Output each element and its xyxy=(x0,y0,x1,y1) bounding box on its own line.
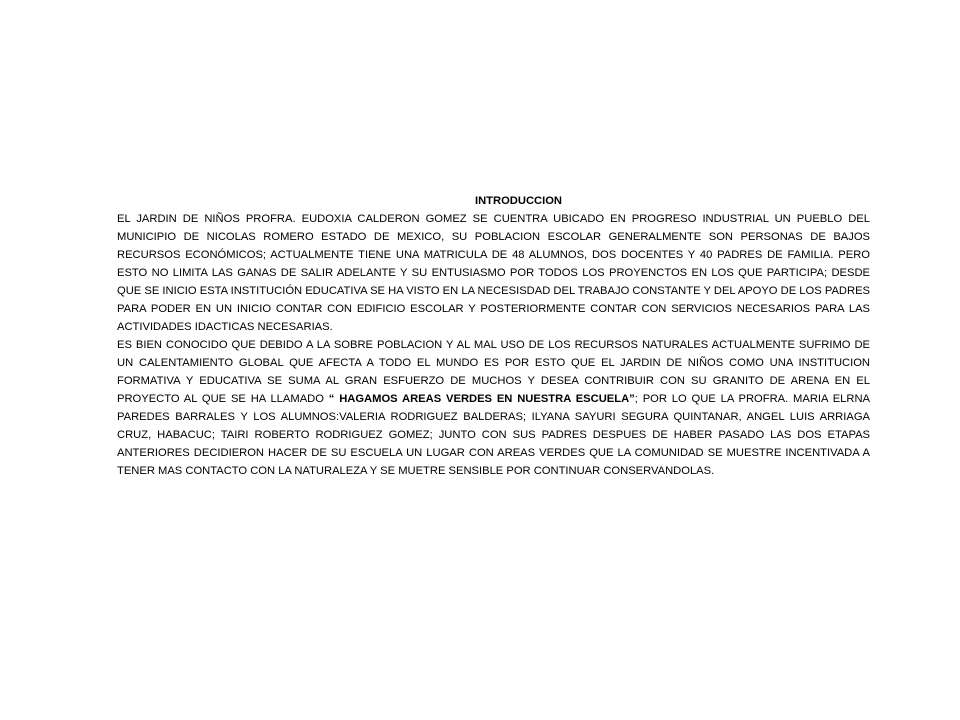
document-title: INTRODUCCION xyxy=(474,195,562,207)
paragraph-2-start: ES BIEN CONOCIDO QUE DEBIDO A LA SOBRE POBLACION Y AL MAL USO DE LOS RECURSOS NATURALES ACTUALMENTE SUFRIMO DE UN CALENTAMIENTO GLOBAL QUE AFECTA A TODO EL MUNDO ES POR ESTO QUE EL JARDIN DE NIÑOS COMO UNA INSTITUCION FORMATIVA Y EDUCATIVA SE SUMA AL GRAN ESFUERZO DE MUCHOS Y DESEA CONTRIBUIR CON SU GRANITO DE ARENA EN EL PROYECTO AL QUE SE HA LLAMADO xyxy=(117,339,870,405)
project-name: “ HAGAMOS AREAS VERDES EN NUESTRA ESCUELA” xyxy=(328,393,635,405)
paragraph-2 xyxy=(117,336,870,480)
text-box[interactable] xyxy=(117,192,870,480)
paragraph-1: EL JARDIN DE NIÑOS PROFRA. EUDOXIA CALDERON GOMEZ SE CUENTRA UBICADO EN PROGRESO INDUSTRIAL UN PUEBLO DEL MUNICIPIO DE NICOLAS ROMERO ESTADO DE MEXICO, SU POBLACION ESCOLAR GENERALMENTE SON PERSONAS DE BAJOS RECURSOS ECONÓMICOS; ACTUALMENTE TIENE UNA MATRICULA DE 48 ALUMNOS, DOS DOCENTES Y 40 PADRES DE FAMILIA. PERO ESTO NO LIMITA LAS GANAS DE SALIR ADELANTE Y SU ENTUSIASMO POR TODOS LOS PROYENCTOS EN LOS QUE PARTICIPA; DESDE QUE SE INICIO ESTA INSTITUCIÓN EDUCATIVA SE HA VISTO EN LA NECESISDAD DEL TRABAJO CONSTANTE Y DEL APOYO DE LOS PADRES PARA PODER EN UN INICIO CONTAR CON EDIFICIO ESCOLAR Y POSTERIORMENTE CONTAR CON SERVICIOS NECESARIOS PARA LAS ACTIVIDADES IDACTICAS NECESARIAS. xyxy=(117,213,870,333)
paragraph-2-end: ; POR LO QUE LA PROFRA. MARIA ELRNA PAREDES BARRALES Y LOS ALUMNOS:VALERIA RODRIGUEZ BALDERAS; ILYANA SAYURI SEGURA QUINTANAR, ANGEL LUIS ARRIAGA CRUZ, HABACUC; TAIRI ROBERTO RODRIGUEZ GOMEZ; JUNTO CON SUS PADRES DESPUES DE HABER PASADO LAS DOS ETAPAS ANTERIORES DECIDIERON HACER DE SU ESCUELA UN LUGAR CON AREAS VERDES QUE LA COMUNIDAD SE MUESTRE INCENTIVADA A TENER MAS CONTACTO CON LA NATURALEZA Y SE MUETRE SENSIBLE POR CONTINUAR CONSERVANDOLAS. xyxy=(117,393,870,477)
